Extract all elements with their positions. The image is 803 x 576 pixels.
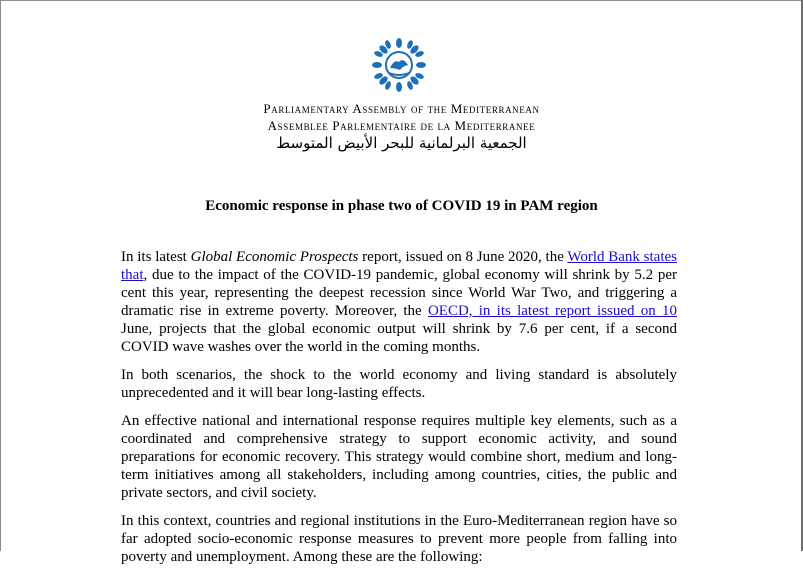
paragraph-1-text-e: June, projects that the global economic output will shrink by 7.6 per cent, if a second COVID wave washes over the world in the coming months.	[121, 321, 677, 355]
pam-emblem-icon	[369, 35, 429, 95]
world-bank-link[interactable]: World Bank states that	[121, 249, 678, 283]
paragraph-1-text-c: report, issued on 8 June 2020, the	[358, 249, 568, 265]
paragraph-2: In both scenarios, the shock to the world economy and living standard is absolutely unprecedented and it will bear long-lasting effects.	[121, 367, 677, 401]
page-border-left	[0, 0, 1, 551]
paragraph-3: An effective national and international response requires multiple key elements, such as a coordinated and comprehensive strategy to support economic activity, and sound preparations for economic recovery. This strategy would combine short, medium and long-term initiatives among all stakeholders, including among countries, cities, the public and private sectors, and civil society.	[121, 413, 677, 501]
paragraph-1-text-d: , due to the impact of the COVID-19 pandemic, global economy will shrink by 5.2 per cent this year, representing the deepest recession since World War Two, and triggering a dramatic rise in extreme poverty. Moreover, the	[121, 267, 677, 319]
oecd-link[interactable]: OECD, in its latest report issued on 10	[427, 303, 677, 319]
org-name-arabic: الجمعية البرلمانية للبحر الأبيض المتوسط	[276, 134, 527, 152]
paragraph-4: In this context, countries and regional institutions in the Euro-Mediterranean region have so far adopted socio-economic response measures to prevent more people from falling into poverty and unemployment. Among these are the following:	[121, 513, 677, 565]
page-border-top	[0, 0, 803, 1]
org-name-french: Assemblee Parlementaire de la Mediterranee	[267, 118, 536, 133]
org-name-english: Parliamentary Assembly of the Mediterranean	[263, 101, 540, 116]
report-title: Global Economic Prospects	[190, 249, 359, 265]
paragraph-1	[121, 248, 677, 356]
paragraph-1-text-a: In its latest	[121, 249, 191, 265]
document-title: Economic response in phase two of COVID 19 in PAM region	[205, 198, 598, 214]
document-body	[121, 248, 677, 576]
